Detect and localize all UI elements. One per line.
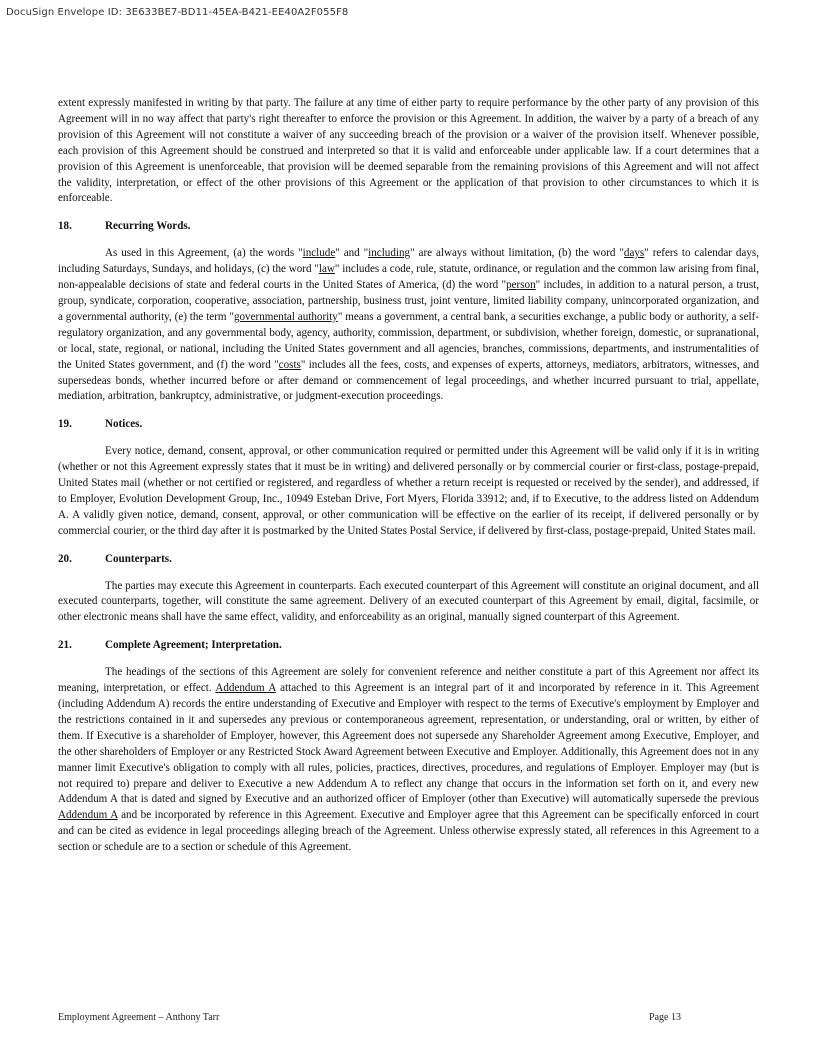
text-run: As used in this Agreement, (a) the words " <box>105 247 303 260</box>
defined-term: days <box>623 247 645 260</box>
section-number: 20. <box>58 552 72 565</box>
section-21-paragraph <box>58 665 759 856</box>
defined-term: Addendum A <box>215 682 276 695</box>
section-number: 18. <box>58 220 72 233</box>
text-run: " and " <box>335 247 369 260</box>
section-number: 21. <box>58 639 72 652</box>
section-20-paragraph: The parties may execute this Agreement in counterparts. Each executed counterpart of this Agreement will constitute an original document, and all executed counterparts, together, will constitute the same agreement. Delivery of an executed counterpart of this Agreement by email, digital, facsimile, or other electronic means shall have the same effect, validity, and enforceability as an original, manually signed counterpart of this Agreement. <box>58 579 759 624</box>
page-footer <box>58 1012 681 1023</box>
section-title: Recurring Words. <box>105 220 191 233</box>
text-run: The headings of the sections of this Agreement are solely for convenient reference and neither constitute a part of this Agreement nor affect its meaning, interpretation, or effect. <box>58 666 759 695</box>
text-run: " are always without limitation, (b) the word " <box>410 247 624 260</box>
section-21-heading <box>58 638 759 654</box>
text-run: " includes all the fees, costs, and expenses of experts, attorneys, mediators, arbitrators, witnesses, and supersedeas bonds, whether incurred before or after demand or commencement of legal proceedings, and whether incurred pursuant to trial, appellate, mediation, arbitration, bankruptcy, administrative, or judgment-execution proceedings. <box>58 358 759 403</box>
section-number: 19. <box>58 418 72 431</box>
defined-term: Addendum A <box>58 809 118 822</box>
defined-term: person <box>506 279 536 292</box>
section-title: Notices. <box>105 418 143 431</box>
section-19-heading <box>58 417 759 433</box>
text-run: " means a government, a central bank, a securities exchange, a public body or authority, a self-regulatory organization, and any governmental body, agency, authority, commission, department, or subdivision, whether foreign, domestic, or supranational, or local, state, regional, or national, including the United States government and all agencies, branches, commissions, departments, and instrumentalities of the United States government, and (f) the word " <box>58 310 759 371</box>
text-run: " includes, in addition to a natural person, a trust, group, syndicate, corporation, cooperative, association, partnership, business trust, joint venture, limited liability company, unincorporated organization, and a governmental authority, (e) the term " <box>58 279 759 323</box>
defined-term: costs <box>278 358 301 371</box>
defined-term: include <box>302 247 336 260</box>
section-17-continuation: extent expressly manifested in writing by that party. The failure at any time of either party to require performance by the other party of any provision of this Agreement will in no way affect that party's right thereafter to enforce the provision or this Agreement. In addition, the waiver by a party of a breach of any provision of this Agreement will not constitute a waiver of any succeeding breach of the provision or a waiver of the provision itself. Whenever possible, each provision of this Agreement should be construed and interpreted so that it is valid and enforceable under applicable law. If a court determines that a provision of this Agreement is unenforceable, that provision will be deemed separable from the remaining provisions of this Agreement and will not affect the validity, interpretation, or effect of the other provisions of this Agreement or the application of that provision to other circumstances to which it is enforceable. <box>58 97 759 205</box>
section-title: Counterparts. <box>105 552 172 565</box>
section-18-heading <box>58 219 759 235</box>
section-title: Complete Agreement; Interpretation. <box>105 639 282 652</box>
section-20-heading <box>58 552 759 568</box>
defined-term: law <box>318 263 335 276</box>
section-19-paragraph: Every notice, demand, consent, approval, or other communication required or permitted under this Agreement will be valid only if it is in writing (whether or not this Agreement expressly states that it must be in writing) and delivered personally or by commercial courier or first-class, postage-prepaid, United States mail (whether or not certified or registered, and regardless of whether a return receipt is requested or received by the sender), and addressed, if to Employer, Evolution Development Group, Inc., 10949 Esteban Drive, Fort Myers, Florida 33912; and, if to Executive, to the address listed on Addendum A. A validly given notice, demand, consent, approval, or other communication will be effective on the earlier of its receipt, if delivered personally or by commercial courier, or the third day after it is postmarked by the United States Postal Service, if delivered by first-class, postage-prepaid, United States mail. <box>58 445 759 537</box>
text-run: attached to this Agreement is an integral part of it and incorporated by reference in it. This Agreement (including Addendum A) records the entire understanding of Executive and Employer with respect to the terms of Executive's employment by Employer and the restrictions contained in it and supersedes any previous or contemporaneous agreement, representation, or understanding, oral or written, by either of them. If Executive is a shareholder of Employer, however, this Agreement does not supersede any Shareholder Agreement among Executive, Employer, and the other shareholders of Employer or any Restricted Stock Award Agreement between Executive and Employer. Additionally, this Agreement does not in any manner limit Executive's obligation to comply with all rules, policies, practices, directives, procedures, and regulations of Employer. Employer may (but is not required to) prepare and deliver to Executive a new Addendum A to reflect any change that occurs in the information set forth on it, and every new Addendum A that is dated and signed by Executive and an authorized officer of Employer (other than Executive) will automatically supersede the previous <box>58 682 759 806</box>
section-18-paragraph <box>58 246 759 405</box>
docusign-envelope-id: DocuSign Envelope ID: 3E633BE7-BD11-45EA-B421-EE40A2F055F8 <box>6 7 349 18</box>
footer-page-number: Page 13 <box>649 1012 681 1023</box>
defined-term: governmental authority <box>233 310 338 323</box>
text-run: and be incorporated by reference in this Agreement. Executive and Employer agree that this Agreement can be specifically enforced in court and can be cited as evidence in legal proceedings alleging breach of the Agreement. Unless otherwise expressly stated, all references in this Agreement to a section or schedule are to a section or schedule of this Agreement. <box>58 809 760 854</box>
document-body <box>58 96 759 856</box>
text-run: " includes a code, rule, statute, ordinance, or regulation and the common law arising from final, non-appealable decisions of state and federal courts in the United States of America, (d) the word " <box>58 263 759 292</box>
text-run: " refers to calendar days, including Saturdays, Sundays, and holidays, (c) the word " <box>58 247 759 276</box>
defined-term: including <box>368 247 411 260</box>
footer-document-title: Employment Agreement – Anthony Tarr <box>58 1012 220 1023</box>
